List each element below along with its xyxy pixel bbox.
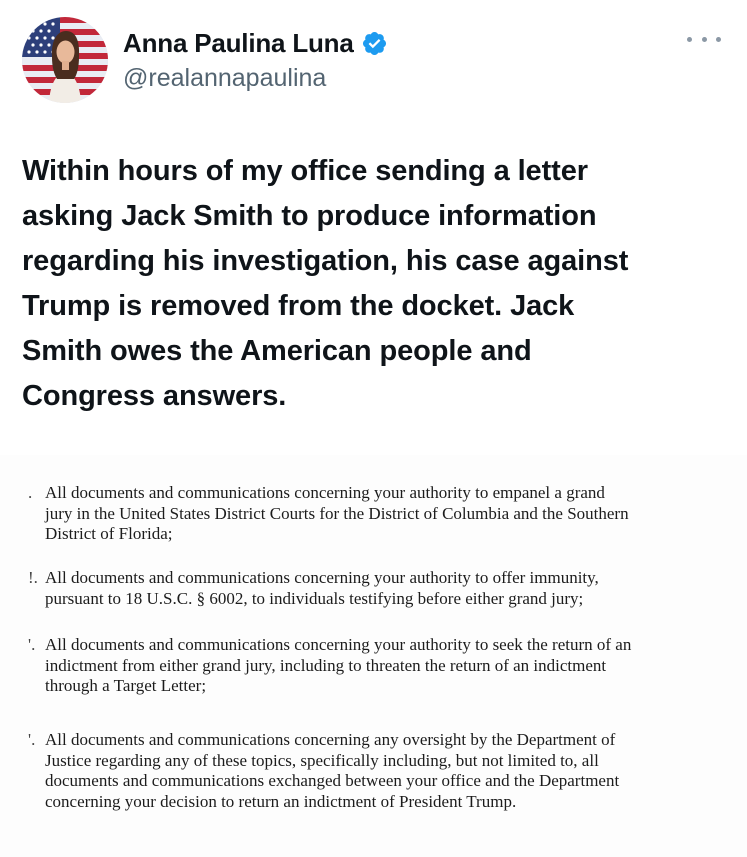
profile-avatar-icon	[22, 17, 108, 103]
display-name-row	[123, 26, 388, 60]
list-item-text: All documents and communications concerning your authority to offer immunity, pursuant to 18 U.S.C. § 6002, to individuals testifying before either grand jury;	[45, 568, 599, 608]
more-options-icon	[687, 37, 692, 42]
list-marker: '.	[28, 635, 36, 654]
list-item-text: All documents and communications concerning your authority to seek the return of an indictment from either grand jury, including to threaten the return of an indictment through a Target Letter;	[45, 635, 632, 695]
list-marker: .	[28, 483, 33, 502]
tweet-text: Within hours of my office sending a letter asking Jack Smith to produce information regarding his investigation, his case against Trump is removed from the docket. Jack Smith owes the American people and Congress answers.	[22, 155, 629, 412]
letter-list-item	[28, 568, 728, 609]
letter-list-item	[28, 635, 728, 697]
letter-list-item	[28, 483, 728, 545]
more-options-button[interactable]	[687, 31, 721, 47]
user-meta	[123, 26, 388, 93]
list-item-text: All documents and communications concerning any oversight by the Department of Justice regarding any of these topics, specifically including, but not limited to, all documents and communications exchanged between your office and the Department concerning your decision to return an indictment of President Trump.	[45, 730, 620, 811]
user-handle[interactable]: @realannapaulina	[123, 64, 327, 92]
list-item-text: All documents and communications concerning your authority to empanel a grand jury in the United States District Courts for the District of Columbia and the Southern District of Florida;	[45, 483, 629, 543]
more-options-icon-dot	[702, 37, 707, 42]
attached-letter-image[interactable]	[0, 455, 747, 857]
more-options-icon-dot	[716, 37, 721, 42]
list-marker: '.	[28, 730, 36, 749]
list-marker: !.	[28, 568, 38, 587]
display-name[interactable]: Anna Paulina Luna	[123, 27, 354, 58]
avatar[interactable]	[22, 17, 108, 103]
verified-badge-icon	[361, 30, 388, 57]
letter-list-item	[28, 730, 728, 812]
tweet-header	[22, 17, 727, 107]
